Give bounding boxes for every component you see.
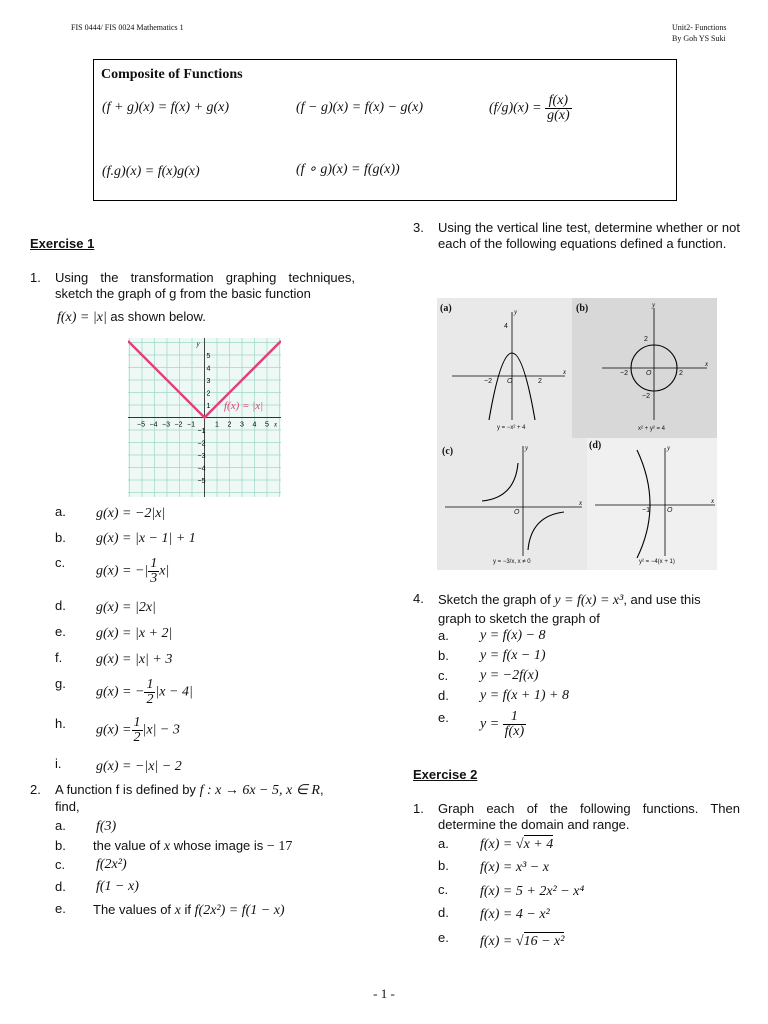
q1h-label: h. [55,716,66,731]
q2-text-post: , [319,782,324,797]
panel-d-y-label: y [667,444,671,452]
panel-c-label: (c) [442,446,454,457]
q1h-fraction [132,716,143,745]
ex2e-label: e. [438,930,449,945]
q2a-label: a. [55,818,66,833]
formula-quotient [489,94,572,123]
q4c-expr: y = −2f(x) [480,668,539,683]
q1c-pre: g(x) = − [96,563,145,579]
q1c-label: c. [55,555,66,570]
exercise1-title: Exercise 1 [30,236,95,251]
q4e-num: 1 [503,710,526,725]
q2e-value: f(2x²) = f(1 − x) [194,903,285,918]
y-tick-label: 5 [206,353,211,360]
composite-functions-box [93,59,677,201]
ex2a-expr: f(x) = √x + 4 [480,837,554,852]
q1c-fraction [148,557,159,586]
header-unit: Unit2- Functions [672,23,727,32]
q2-find: find, [55,799,80,814]
q2e-text-mid: if [184,902,192,917]
panel-a-x-label: x [563,368,567,376]
y-axis-label: y [196,340,200,348]
q2-number: 2. [30,782,41,797]
panel-b-tick-neg2-left: −2 [620,370,628,377]
q1b-expr: g(x) = |x − 1| + 1 [96,531,196,546]
q1a-label: a. [55,504,66,519]
q1h-pre: g(x) = [96,722,132,738]
q1g-num: 1 [146,677,154,692]
q2c-label: c. [55,857,66,872]
q1-basic-function [57,309,206,326]
panel-c-caption: y = −3/x, x ≠ 0 [493,559,531,565]
q4a-expr: y = f(x) − 8 [480,628,546,643]
q4e-pre: y = [480,716,500,732]
panel-d-plot [587,438,717,570]
panel-a-caption: y = −x² + 4 [497,425,526,431]
panel-d-tick-neg1: −1 [642,507,650,514]
q1h-post: |x| − 3 [142,722,180,738]
q2b-label: b. [55,838,66,853]
q4-text-post: , and use this [623,592,701,607]
q1g-pre: g(x) = − [96,684,145,700]
panel-b-tick-2-right: 2 [679,370,683,377]
ex2e-pre: f(x) = [480,934,516,949]
q1c-num: 1 [150,556,158,571]
panel-d-tick-origin: O [667,507,673,514]
ex2c-expr: f(x) = 5 + 2x² − x⁴ [480,884,585,899]
q4e-den: f(x) [504,724,525,739]
panel-a-tick-4: 4 [504,323,508,330]
basic-function-suffix: as shown below. [110,309,206,324]
q1i-label: i. [55,756,62,771]
q2b-var: x [163,839,171,854]
panel-a-y-label: y [514,308,518,316]
formula-sum: (f + g)(x) = f(x) + g(x) [102,100,230,115]
ex2b-expr: f(x) = x³ − x [480,860,549,875]
q1d-label: d. [55,598,66,613]
panel-d-caption: y² = −4(x + 1) [639,559,675,565]
q4-number: 4. [413,591,424,606]
quotient-lhs: (f/g)(x) = [489,100,542,116]
quotient-denominator: g(x) [547,108,570,123]
y-tick-label: 4 [206,365,211,373]
hyperbola-left-branch [482,463,518,501]
ex2-q1-number: 1. [413,801,424,816]
x-tick-label: 4 [252,421,257,429]
q2e-text-pre: The values of [93,902,172,917]
panel-c-x-label: x [579,499,583,507]
ex2e-radicand: 16 − x² [523,934,565,949]
y-tick-label: −3 [197,453,206,460]
vlt-panel-d [587,438,717,570]
sideways-parabola-curve [637,450,650,558]
exercise2-title: Exercise 2 [413,767,478,782]
q2-text [55,782,360,799]
x-tick-label: −3 [162,421,170,429]
q1i-expr: g(x) = −|x| − 2 [96,759,182,774]
q2c-expr: f(2x²) [96,857,127,872]
ex2a-radicand: x + 4 [523,837,554,852]
formula-product: (f.g)(x) = f(x)g(x) [102,164,200,179]
q2-text-pre: A function f is defined by [55,782,196,797]
x-tick-label: 3 [240,421,244,429]
q4-text-pre: Sketch the graph of [438,592,551,607]
panel-a-tick-neg2: −2 [484,378,492,385]
basic-function-expr: f(x) = |x| [57,310,107,325]
panel-a-tick-origin: O [507,378,513,385]
panel-b-tick-origin: O [646,370,652,377]
panel-c-y-label: y [525,444,529,452]
ex2-q1-text: Graph each of the following functions. Then determine the domain and range. [438,801,740,832]
q1c-post: x [159,563,166,579]
panel-b-plot [572,298,717,438]
q4a-label: a. [438,628,449,643]
panel-d-x-label: x [711,497,715,505]
q4d-expr: y = f(x + 1) + 8 [480,688,569,703]
q2b-text-pre: the value of [93,838,161,853]
panel-a-plot [437,298,572,438]
x-axis-label: x [274,420,278,429]
q4c-label: c. [438,668,449,683]
ex2a-pre: f(x) = [480,837,516,852]
formula-composition: (f ∘ g)(x) = f(g(x)) [296,162,400,177]
q1g-label: g. [55,676,66,691]
panel-b-tick-2-top: 2 [644,336,648,343]
q1g-den: 2 [146,692,154,707]
ex2d-label: d. [438,905,449,920]
q1c-expr: g(x) = −| $\frac{1}{3}$ x| [96,556,170,586]
q2a-expr: f(3) [96,819,117,834]
page-number: - 1 - [373,986,395,1001]
header-course: FIS 0444/ FIS 0024 Mathematics 1 [71,23,184,32]
x-tick-label: −4 [149,421,158,429]
panel-b-tick-neg2-bottom: −2 [642,393,650,400]
panel-a-tick-2: 2 [538,378,542,385]
q1f-expr: g(x) = |x| + 3 [96,652,173,667]
vlt-panel-a [437,298,572,438]
q4e-expr [480,710,526,739]
q1e-expr: g(x) = |x + 2| [96,626,173,641]
q1-number: 1. [30,270,41,285]
ex2e-expr: f(x) = √16 − x² [480,934,565,949]
x-tick-label: 1 [215,421,219,429]
q1c-den: 3 [150,571,158,586]
q1h-den: 2 [133,730,141,745]
q1h-expr [96,716,180,745]
q1a-expr: g(x) = −2|x| [96,506,166,521]
y-tick-label: −4 [197,465,206,473]
x-tick-label: −5 [137,421,145,429]
q1e-label: e. [55,624,66,639]
q4b-label: b. [438,648,449,663]
q2e-text [93,902,285,919]
hyperbola-right-branch [528,512,564,550]
q4e-label: e. [438,710,449,725]
panel-b-y-label: y [652,301,656,309]
quotient-fraction [545,94,572,123]
panel-c-tick-origin: O [514,509,520,516]
vlt-panel-b [572,298,717,438]
q1g-expr [96,678,193,707]
y-tick-label: −2 [197,440,206,448]
panel-b-label: (b) [576,303,589,314]
quotient-numerator: f(x) [545,94,572,109]
ex2d-expr: f(x) = 4 − x² [480,907,550,922]
panel-c-plot [437,438,587,570]
q4d-label: d. [438,688,449,703]
y-tick-label: 3 [206,378,211,385]
ex2c-label: c. [438,882,449,897]
q1h-num: 1 [133,715,141,730]
q2d-expr: f(1 − x) [96,879,139,894]
q1g-fraction [144,678,155,707]
q2d-label: d. [55,879,66,894]
q3-number: 3. [413,220,424,235]
y-tick-label: −1 [197,428,206,435]
q4-text-line2: graph to sketch the graph of [438,611,600,626]
header-author: By Goh YS Suki [672,34,726,43]
q4-text [438,592,701,609]
q1f-label: f. [55,650,63,665]
x-tick-label: 2 [227,421,232,429]
panel-d-label: (d) [589,440,602,451]
y-tick-label: 2 [206,390,211,398]
q4-function: y = f(x) = x³ [554,593,624,608]
q2b-text-mid: whose image is [173,838,264,853]
y-tick-label: 1 [206,403,211,410]
q1b-label: b. [55,530,66,545]
q2b-text [93,838,292,855]
x-tick-label: −2 [174,421,183,429]
abs-value-graph [128,338,281,497]
q1g-post: |x − 4| [155,684,193,700]
box-title: Composite of Functions [101,67,243,82]
q2e-var: x [174,903,181,918]
q1-text: Using the transformation graphing techniques, sketch the graph of g from the basic function [55,270,355,301]
panel-b-caption: x² + y² = 4 [638,426,666,432]
vlt-panel-c [437,438,587,570]
q2-definition: f : x → 6x − 5, x ∈ R [199,783,320,798]
q2e-label: e. [55,901,66,916]
q4e-fraction [503,710,526,739]
ex2b-label: b. [438,858,449,873]
panel-b-x-label: x [705,360,709,368]
x-tick-label: −1 [187,421,195,429]
panel-a-label: (a) [440,303,452,314]
ex2a-label: a. [438,836,449,851]
x-tick-label: 5 [265,421,269,429]
q2b-value: − 17 [266,839,293,854]
q3-text: Using the vertical line test, determine whether or not each of the following equations defined a function. [438,220,740,251]
q1d-expr: g(x) = |2x| [96,600,156,615]
formula-difference: (f − g)(x) = f(x) − g(x) [296,100,424,115]
q4b-expr: y = f(x − 1) [480,648,546,663]
y-tick-label: −5 [197,478,206,485]
graph-function-label: f(x) = |x| [224,400,264,412]
